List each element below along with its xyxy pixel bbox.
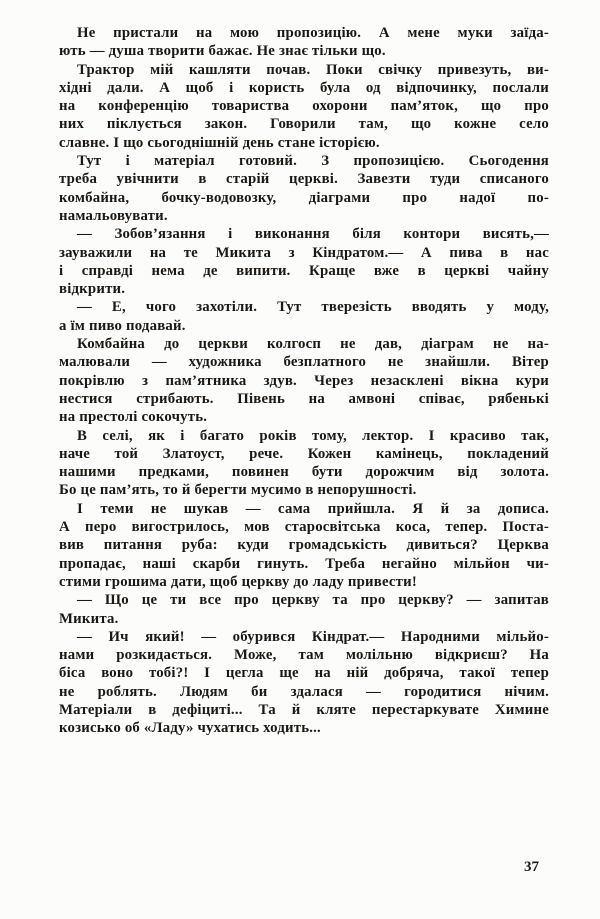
text-line: вив питання руба: куди громадськість дивиться? Церква [59, 537, 549, 554]
text-line: — Ич який! — обурився Кіндрат.— Народними мільйо- [77, 628, 549, 645]
text-line: І теми не шукав — сама прийшла. Я й за дописа. [77, 500, 549, 517]
text-line: нестися стрибають. Півень на амвоні співає, рябенькі [59, 390, 549, 407]
text-line: біса воно тобі?! І цегла ще на ній добряча, такої тепер [59, 665, 549, 682]
text-line: Микита. [59, 610, 119, 627]
text-line: них піклується закон. Говорили там, що кожне село [59, 116, 549, 133]
text-line: ють — душа творити бажає. Не знає тільки що. [59, 43, 386, 60]
text-line: а їм пиво подавай. [59, 317, 186, 334]
text-line: Трактор мій кашляти почав. Поки свічку привезуть, ви- [77, 61, 549, 78]
text-line: покрівлю з пам’ятника здув. Через незасклені вікна кури [59, 372, 549, 389]
text-line: Комбайна до церкви колгосп не дав, діаграм не на- [77, 336, 549, 353]
text-line: нашими предками, повинен бути дорожчим від золота. [59, 464, 549, 481]
text-line: стими грошима дати, щоб церкву до ладу привести! [59, 573, 417, 590]
text-line: зауважили на те Микита з Кіндратом.— А пива в нас [59, 244, 549, 261]
text-line: хідні дали. А щоб і користь була од відпочинку, послали [59, 79, 549, 96]
text-line: на престолі сокочуть. [59, 409, 208, 426]
text-line: славне. І що сьогоднішній день стане історією. [59, 134, 380, 151]
text-line: Бо це пам’ять, то й берегти мусимо в непорушності. [59, 482, 417, 499]
text-line: малювали — художника безплатного не знайшли. Вітер [59, 354, 549, 371]
text-line: Не пристали на мою пропозицію. А мене муки заїда- [77, 25, 549, 41]
text-line: — Що це ти все про церкву та про церкву? — запитав [77, 592, 549, 609]
text-line: і справді нема де випити. Краще вже в церкві чайну [59, 262, 549, 279]
text-line: не роблять. Людям би здалася — городитися нічим. [59, 683, 549, 700]
page-number: 37 [524, 859, 539, 875]
text-line: нами розкидається. Може, там молільню відкриєш? На [59, 647, 549, 664]
text-line: Тут і матеріал готовий. З пропозицією. Сьогодення [77, 153, 549, 170]
text-line: комбайна, бочку-водовозку, діаграми про надої по- [59, 189, 549, 206]
text-line: козисько об «Ладу» чухатись ходить... [59, 720, 321, 737]
text-line: намальовувати. [59, 207, 168, 224]
text-line: треба увічнити в старій церкві. Завезти туди списаного [59, 171, 549, 188]
text-line: — Е, чого захотіли. Тут тверезість вводять у моду, [77, 299, 549, 316]
text-line: А перо вигострилось, мов старосвітська коса, тепер. Поста- [59, 519, 549, 536]
text-line: Матеріали в дефіциті... Та й кляте перестаркувате Химине [59, 701, 549, 718]
text-line: на конференцію товариства охорони пам’яток, що про [59, 98, 549, 115]
text-column [59, 24, 549, 738]
text-line: наче той Златоуст, рече. Кожен камінець, покладений [59, 445, 549, 462]
text-line: пропадає, наші скарби гинуть. Треба негайно мільйон чи- [59, 555, 549, 572]
text-line: В селі, як і багато років тому, лектор. І красиво так, [77, 427, 549, 444]
text-line: відкрити. [59, 281, 126, 298]
text-line: — Зобов’язання і виконання біля контори висять,— [77, 226, 549, 243]
